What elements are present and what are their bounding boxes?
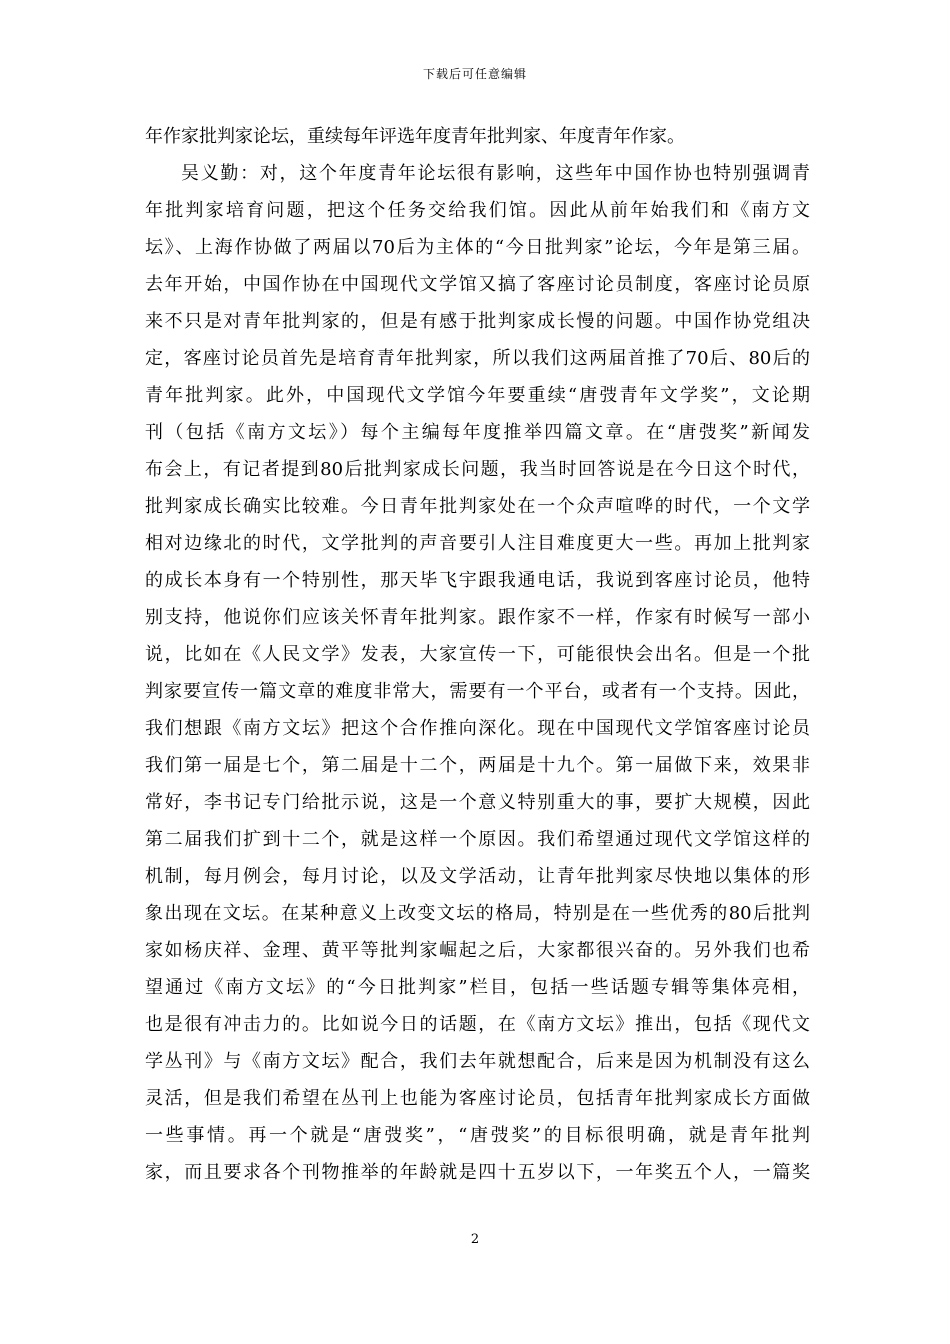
text-line: 的成长本身有一个特别性，那天毕飞宇跟我通电话，我说到客座讨论员，他特 (145, 570, 810, 591)
page-number: 2 (470, 1232, 480, 1247)
text-line: 相对边缘北的时代，文学批判的声音要引人注目难度更大一些。再加上批判家 (145, 533, 810, 554)
text-line: 家如杨庆祥、金理、黄平等批判家崛起之后，大家都很兴奋的。另外我们也希 (145, 940, 810, 961)
text-line: 坛》、上海作协做了两届以70后为主体的“今日批判家”论坛，今年是第三届。 (145, 237, 810, 258)
text-line: 定，客座讨论员首先是培育青年批判家，所以我们这两届首推了70后、80后的 (145, 348, 810, 369)
text-line: 我们第一届是七个，第二届是十二个，两届是十九个。第一届做下来，效果非 (145, 755, 810, 776)
text-line: 来不只是对青年批判家的，但是有感于批判家成长慢的问题。中国作协党组决 (145, 311, 810, 332)
text-line: 灵活，但是我们希望在丛刊上也能为客座讨论员，包括青年批判家成长方面做 (145, 1088, 810, 1109)
text-line: 判家要宣传一篇文章的难度非常大，需要有一个平台，或者有一个支持。因此， (145, 681, 810, 702)
text-line: 我们想跟《南方文坛》把这个合作推向深化。现在中国现代文学馆客座讨论员 (145, 718, 810, 739)
text-line: 说，比如在《人民文学》发表，大家宣传一下，可能很快会出名。但是一个批 (145, 644, 810, 665)
text-line: 刊（包括《南方文坛》）每个主编每年度推举四篇文章。在“唐弢奖”新闻发 (145, 422, 810, 443)
header-note: 下载后可任意编辑 (422, 67, 527, 81)
text-line: 批判家成长确实比较难。今日青年批判家处在一个众声喧哗的时代，一个文学 (145, 496, 810, 517)
text-line: 布会上，有记者提到80后批判家成长问题，我当时回答说是在今日这个时代， (145, 459, 810, 480)
text-line: 别支持，他说你们应该关怀青年批判家。跟作家不一样，作家有时候写一部小 (145, 607, 810, 628)
text-line: 望通过《南方文坛》的“今日批判家”栏目，包括一些话题专辑等集体亮相， (145, 977, 810, 998)
text-line: 第二届我们扩到十二个，就是这样一个原因。我们希望通过现代文学馆这样的 (145, 829, 810, 850)
text-line: 去年开始，中国作协在中国现代文学馆又搞了客座讨论员制度，客座讨论员原 (145, 274, 810, 295)
text-line: 也是很有冲击力的。比如说今日的话题，在《南方文坛》推出，包括《现代文 (145, 1014, 810, 1035)
text-line: 年批判家培育问题，把这个任务交给我们馆。因此从前年始我们和《南方文 (145, 200, 810, 221)
text-line: 常好，李书记专门给批示说，这是一个意义特别重大的事，要扩大规模，因此 (145, 792, 810, 813)
text-line: 年作家批判家论坛，重续每年评选年度青年批判家、年度青年作家。 (145, 126, 685, 147)
text-line: 家，而且要求各个刊物推举的年龄就是四十五岁以下，一年奖五个人，一篇奖 (145, 1162, 810, 1183)
text-line: 学丛刊》与《南方文坛》配合，我们去年就想配合，后来是因为机制没有这么 (145, 1051, 810, 1072)
text-line: 吴义勤：对，这个年度青年论坛很有影响，这些年中国作协也特别强调青 (181, 163, 810, 184)
text-line: 象出现在文坛。在某种意义上改变文坛的格局，特别是在一些优秀的80后批判 (145, 903, 810, 924)
text-line: 机制，每月例会，每月讨论，以及文学活动，让青年批判家尽快地以集体的形 (145, 866, 810, 887)
text-line: 青年批判家。此外，中国现代文学馆今年要重续“唐弢青年文学奖”，文论期 (145, 385, 810, 406)
text-line: 一些事情。再一个就是“唐弢奖”，“唐弢奖”的目标很明确，就是青年批判 (145, 1125, 810, 1146)
body-text (145, 118, 810, 1191)
